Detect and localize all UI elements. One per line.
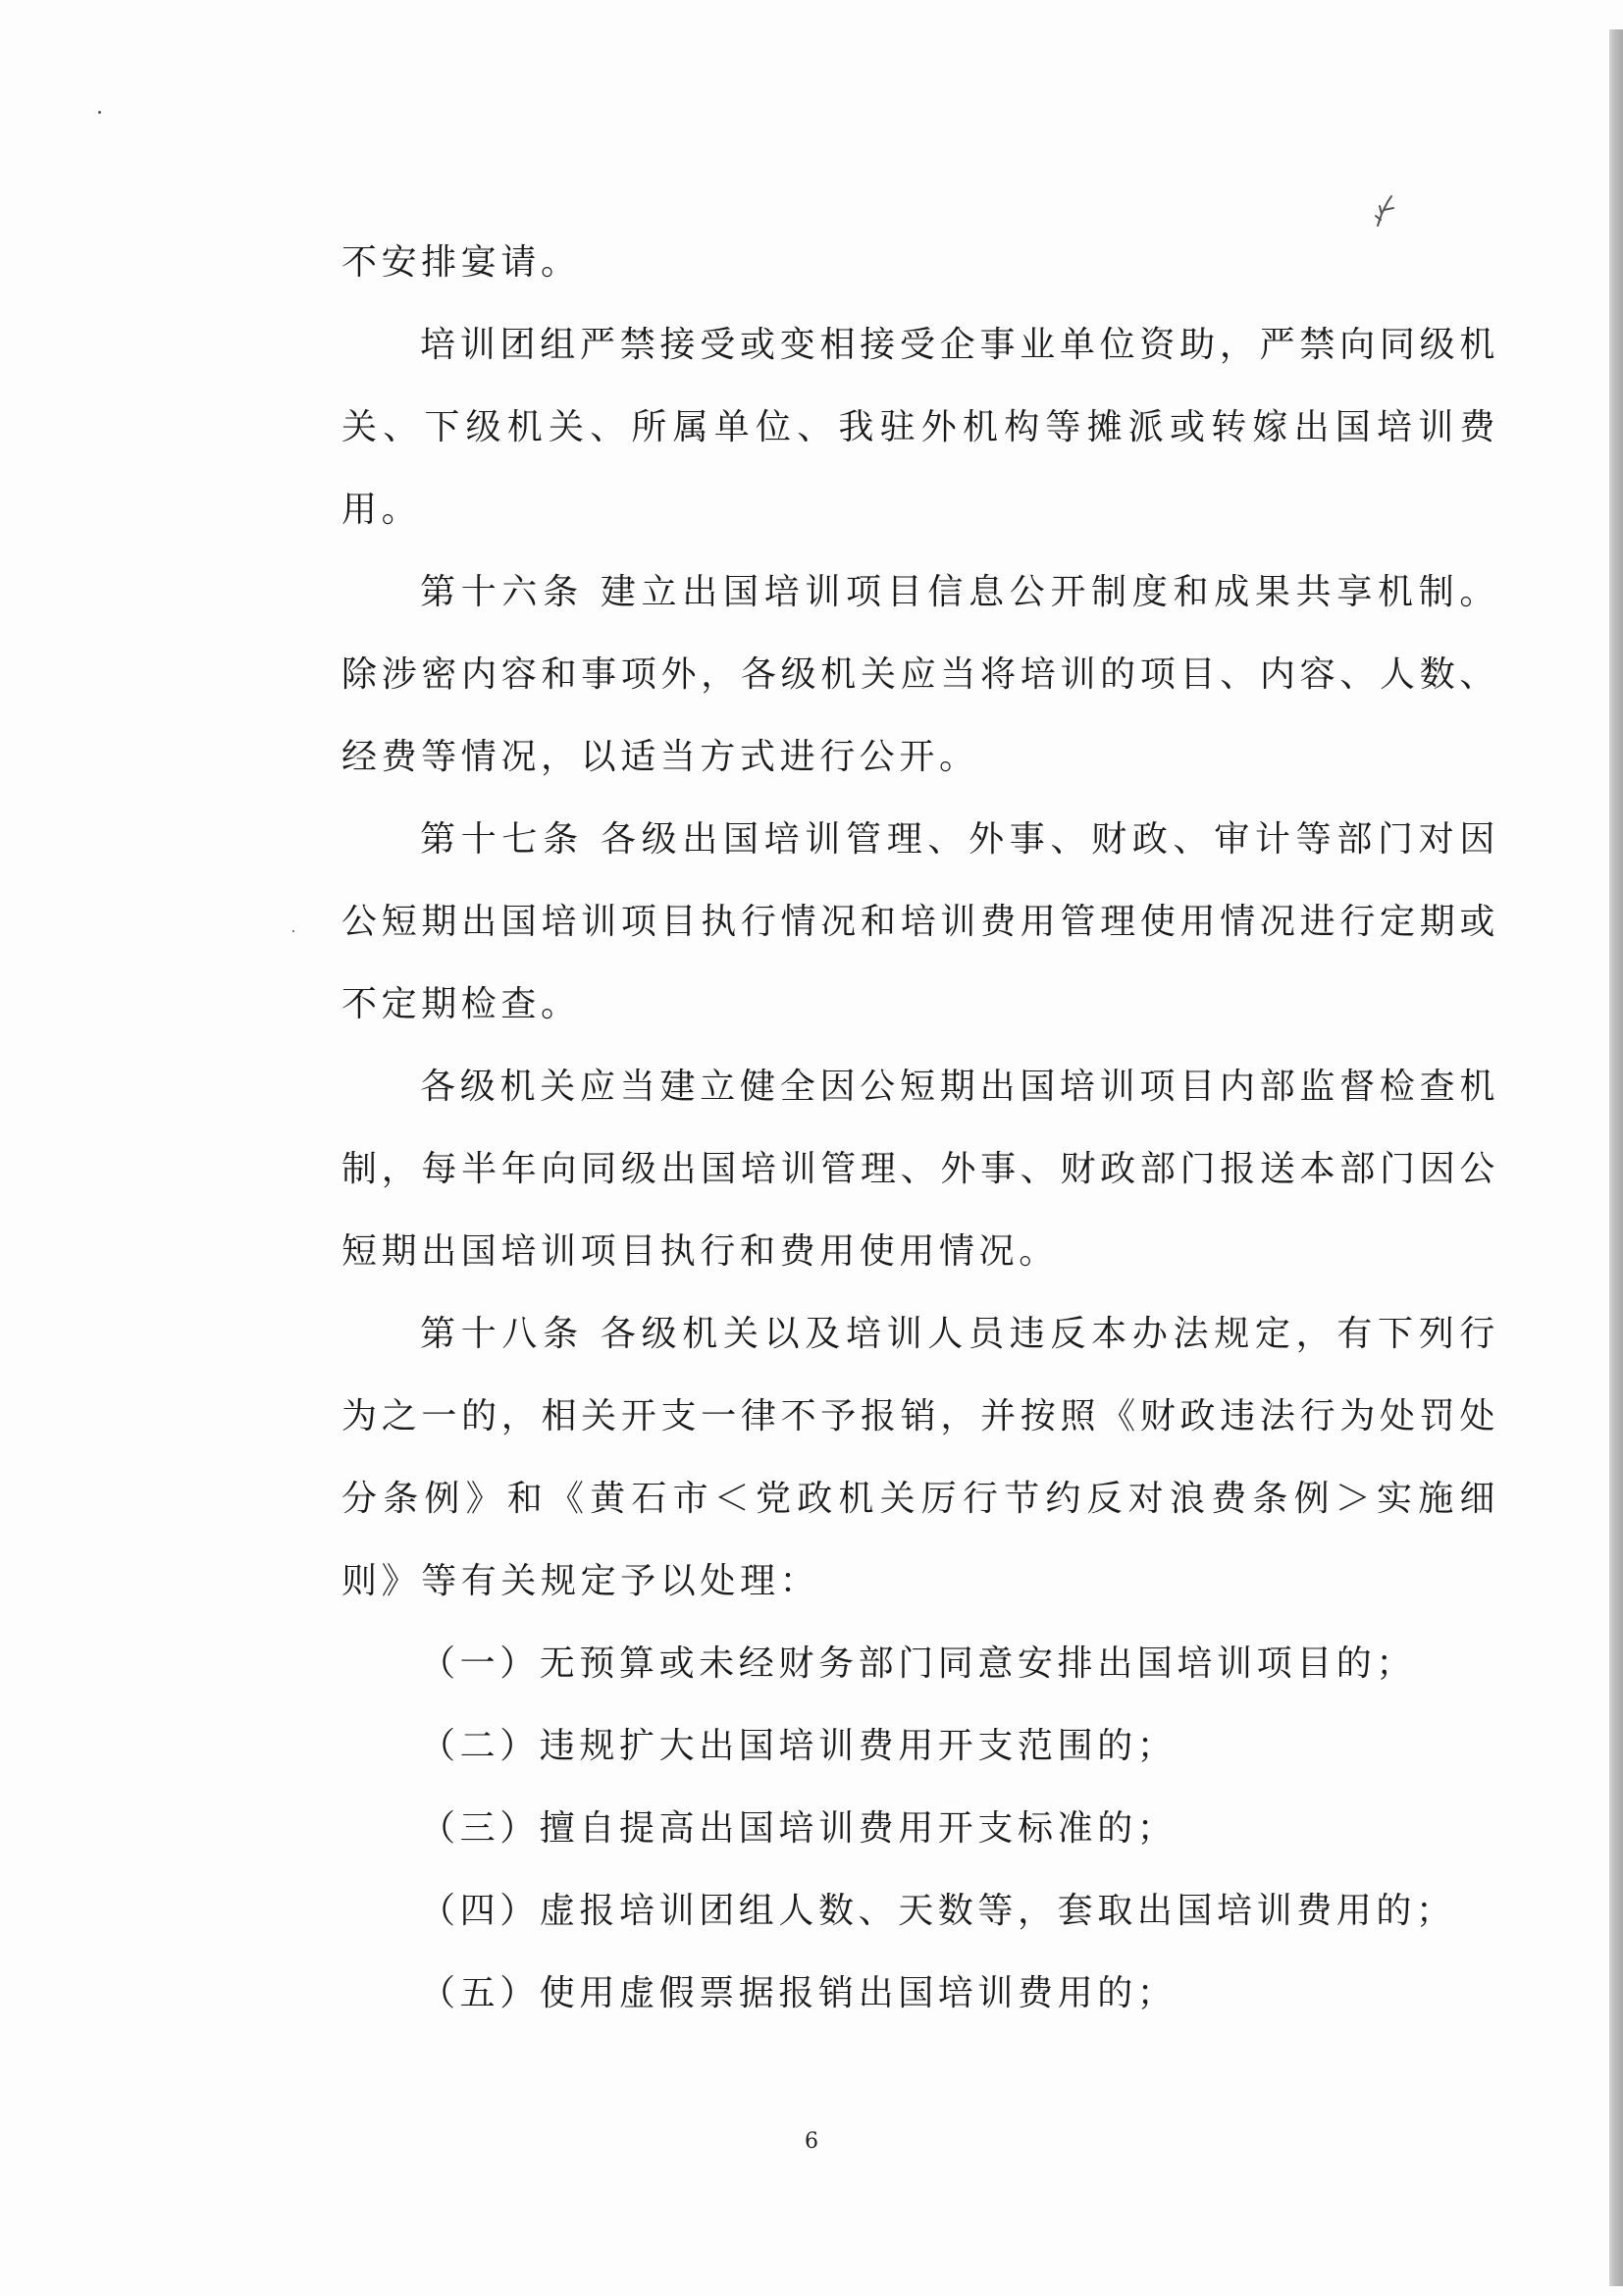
list-item: （二）违规扩大出国培训费用开支范围的； <box>420 1726 1178 1766</box>
paragraph: 各级机关应当建立健全因公短期出国培训项目内部监督检查机制，每半年向同级出国培训管理、外事、财政部门报送本部门因公短期出国培训项目执行和费用使用情况。 <box>341 1067 1499 1272</box>
list-item: （一）无预算或未经财务部门同意安排出国培训项目的； <box>420 1644 1417 1684</box>
paragraph: 第十六条 建立出国培训项目信息公开制度和成果共享机制。除涉密内容和事项外，各级机关应当将培训的项目、内容、人数、经费等情况，以适当方式进行公开。 <box>341 572 1499 777</box>
scan-shadow-edge <box>1609 29 1623 2286</box>
scan-speck <box>292 930 294 932</box>
page-number: 6 <box>805 2129 818 2154</box>
document-body <box>341 222 1499 2035</box>
paragraph: 不安排宴请。 <box>341 242 581 283</box>
paragraph: 培训团组严禁接受或变相接受企事业单位资助，严禁向同级机关、下级机关、所属单位、我驻外机构等摊派或转嫁出国培训费用。 <box>341 325 1499 530</box>
paragraph: 第十七条 各级出国培训管理、外事、财政、审计等部门对因公短期出国培训项目执行情况和培训费用管理使用情况进行定期或不定期检查。 <box>341 819 1499 1024</box>
scan-speck <box>98 111 101 114</box>
list-item: （五）使用虚假票据报销出国培训费用的； <box>420 1973 1178 2013</box>
paragraph: 第十八条 各级机关以及培训人员违反本办法规定，有下列行为之一的，相关开支一律不予报销，并按照《财政违法行为处罚处分条例》和《黄石市＜党政机关厉行节约反对浪费条例＞实施细则》等有关规定予以处理： <box>341 1314 1499 1601</box>
list-item: （三）擅自提高出国培训费用开支标准的； <box>420 1808 1178 1849</box>
list-item: （四）虚报培训团组人数、天数等，套取出国培训费用的； <box>420 1891 1456 1931</box>
